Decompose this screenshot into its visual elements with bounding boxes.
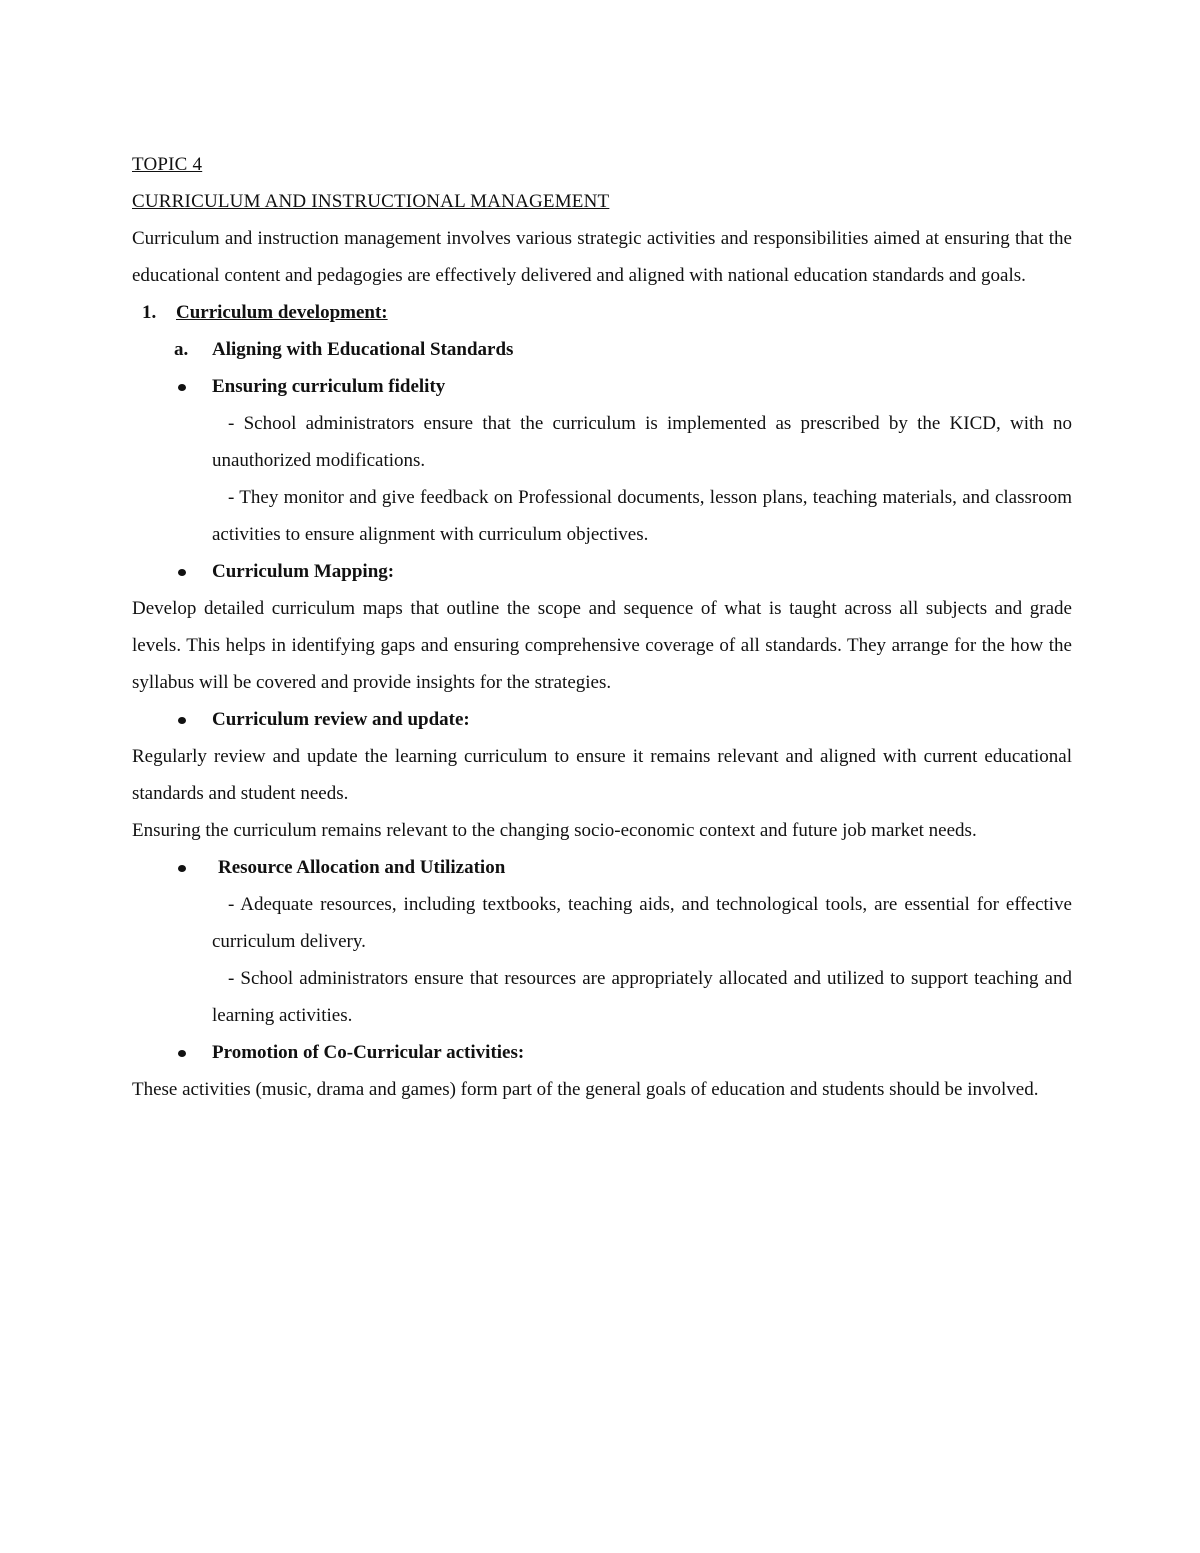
subsection-a-letter: a. — [174, 339, 189, 360]
topic-heading: TOPIC 4 — [132, 154, 203, 175]
bullet-label: Curriculum review and update: — [212, 709, 470, 730]
mapping-paragraph: Develop detailed curriculum maps that outline the scope and sequence of what is taught across all subjects and grade levels. This helps in identifying gaps and ensuring comprehensive coverage of all standards. They arrange for the how the syllabus will be covered and provide insights for the strategies. — [132, 598, 1072, 693]
bullet-point: - School administrators ensure that the curriculum is implemented as prescribed by the KICD, with no unauthorized modifications. — [212, 413, 1072, 471]
bullet-dot-icon — [178, 569, 186, 576]
review-paragraph: Regularly review and update the learning curriculum to ensure it remains relevant and aligned with current educational standards and student needs. — [132, 746, 1072, 804]
bullet-dot-icon — [178, 384, 186, 391]
document-body — [132, 146, 1072, 1108]
bullet-label: Promotion of Co-Curricular activities: — [212, 1042, 525, 1063]
section-1-number: 1. — [142, 302, 157, 323]
intro-paragraph: Curriculum and instruction management involves various strategic activities and responsibilities aimed at ensuring that the educational content and pedagogies are effectively delivered and aligned with national education standards and goals. — [132, 228, 1072, 286]
section-1-label: Curriculum development: — [176, 302, 388, 323]
bullet-point: - They monitor and give feedback on Professional documents, lesson plans, teaching materials, and classroom activities to ensure alignment with curriculum objectives. — [212, 487, 1072, 545]
subsection-a-label: Aligning with Educational Standards — [212, 339, 514, 360]
bullet-dot-icon — [178, 865, 186, 872]
section-1-heading — [132, 294, 1072, 331]
bullet-points-block — [132, 405, 1072, 553]
bullet-label: Resource Allocation and Utilization — [218, 857, 506, 878]
bullet-co-curricular — [132, 1034, 1072, 1071]
bullet-label: Ensuring curriculum fidelity — [212, 376, 446, 397]
bullet-points-block — [132, 886, 1072, 1034]
bullet-curriculum-mapping — [132, 553, 1072, 590]
bullet-dot-icon — [178, 1050, 186, 1057]
bullet-resource-allocation — [132, 849, 1072, 886]
co-curricular-paragraph: These activities (music, drama and games) form part of the general goals of education and students should be involved. — [132, 1079, 1039, 1100]
review-paragraph: Ensuring the curriculum remains relevant to the changing socio-economic context and future job market needs. — [132, 820, 977, 841]
bullet-label: Curriculum Mapping: — [212, 561, 395, 582]
bullet-point: - School administrators ensure that resources are appropriately allocated and utilized to support teaching and learning activities. — [212, 968, 1072, 1026]
document-title: CURRICULUM AND INSTRUCTIONAL MANAGEMENT — [132, 191, 610, 212]
bullet-curriculum-review — [132, 701, 1072, 738]
bullet-curriculum-fidelity — [132, 368, 1072, 405]
bullet-dot-icon — [178, 717, 186, 724]
bullet-point: - Adequate resources, including textbooks, teaching aids, and technological tools, are essential for effective curriculum delivery. — [212, 894, 1072, 952]
subsection-a-heading — [132, 331, 1072, 368]
